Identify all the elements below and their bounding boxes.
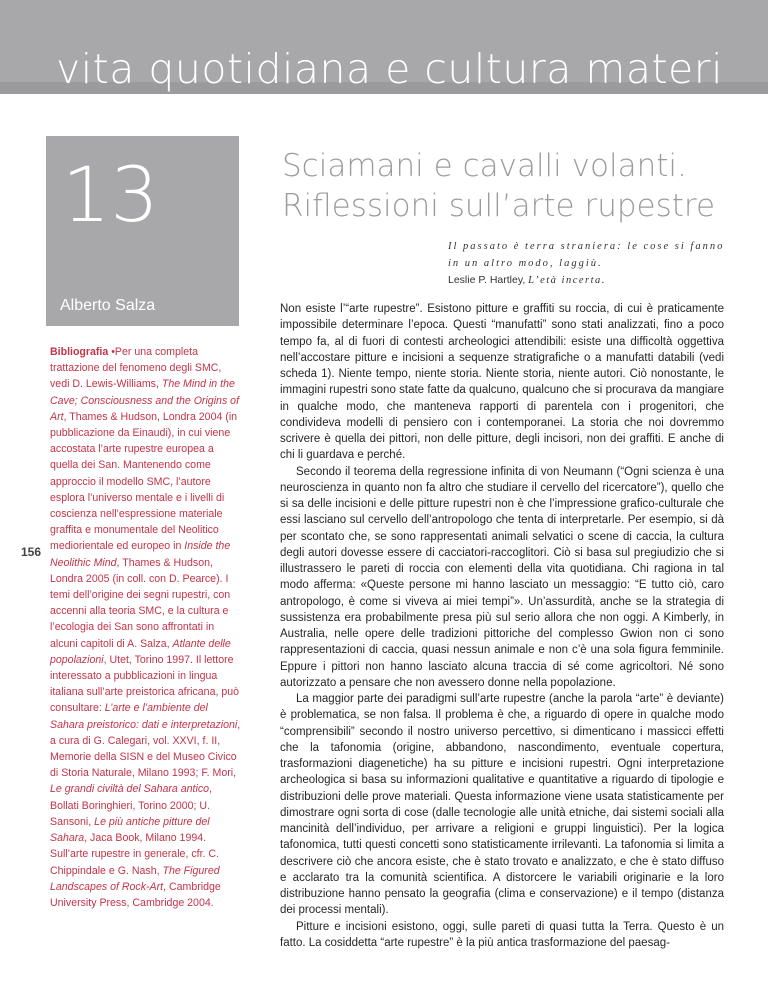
bibliography-title: The Figured Landscapes of Rock-Art [50,864,220,893]
main-body-text [280,301,724,951]
epigraph [448,238,738,289]
chapter-box [46,136,239,326]
chapter-title-line-1: Sciamani e cavalli volanti. [282,148,687,184]
bibliography-title: Atlante delle popolazioni [50,637,231,666]
bibliography-heading: Bibliografia [50,346,109,358]
bibliography-sidebar [50,344,242,911]
bibliography-text: , Thames & Hudson, Londra 2004 (in pubblicazione da Einaudi), in cui viene accostata l’arte rupestre europea a quella dei San. Mantenendo come approccio il modello SMC, l’autore esplora l’universo mentale e i livelli di coscienza nell’espressione materiale graffita e monumentale del Neolitico mediorientale ed europeo in [50,410,238,553]
body-paragraph-4: Pitture e incisioni esistono, oggi, sulle pareti di quasi tutta la Terra. Questo è un fatto. La cosiddetta “arte rupestre” è la più antica trasformazione del paesag- [280,920,724,949]
page-number: 156 [21,545,42,559]
epigraph-author: Leslie P. Hartley, [448,274,526,286]
bibliography-text: , Bollati Boringhieri, Torino 2000; U. Sansoni, [50,783,212,828]
bibliography-text: , Thames & Hudson, Londra 2005 (in coll. con D. Pearce). I temi dell’origine dei segni rupestri, con accenni alla teoria SMC, e la cultura e l’ecologia dei San sono affrontati in alcuni capitoli di A. Salza, [50,556,231,650]
banner-title: vita quotidiana e cultura materi [56,45,723,93]
bibliography-title: The Mind in the Cave; Consciousness and the Origins of Art [50,378,240,423]
chapter-number: 13 [62,150,159,239]
body-paragraph-3: La maggior parte dei paradigmi sull’arte rupestre (anche la parola “arte” è deviante) è problematica, se non falsa. Il problema è che, a riguardo di opere in qualche modo “comprensibili” secondo il nostro universo percettivo, si dimenticano i massicci effetti che la tafonomia (origine, abbandono, nascondimento, eventuale copertura, trasformazioni diagenetiche) ha su pitture e incisioni rupestri. Ogni interpretazione archeologica si basa su informazioni qualitative e quantitative a riguardo di tipologie e distribuzioni delle prove materiali. Questa informazione viene usata statisticamente per dimostrare ogni sorta di cose (dalle tecnologie alle unità etniche, dai sistemi sociali alla mancinità dell’individuo, per arrivare a religioni e gruppi linguistici). Per la logica tafonomica, tutti questi concetti sono statisticamente irrilevanti. La tafonomia si limita a descrivere ciò che ancora esiste, che è stato trovato e analizzato, e che è stato diffuso e acclarato tra la comunità scientifica. A distorcere le variabili originarie e la loro distribuzione hanno pensato la geografia (clima e conservazione) e il tempo (distanza dei processi mentali). [280,693,724,917]
bibliography-text: •Per una completa trattazione del fenomeno degli SMC, vedi D. Lewis-Williams, [50,346,222,391]
bibliography-title: Inside the Neolithic Mind [50,540,231,569]
bibliography-text: , Jaca Book, Milano 1994. Sull’arte rupestre in generale, cfr. C. Chippindale e G. Nash, [50,832,219,877]
chapter-title-line-2: Riflessioni sull’arte rupestre [282,188,716,224]
epigraph-quote: Il passato è terra straniera: le cose si fanno in un altro modo, laggiù. [448,241,725,269]
bibliography-text: , Utet, Torino 1997. Il lettore interessato a pubblicazioni in lingua italiana sull’arte preistorica africana, può consultare: [50,653,240,715]
epigraph-work: L’età incerta. [528,275,606,286]
bibliography-title: Le più antiche pitture del Sahara [50,815,210,845]
bibliography-title: L’arte e l’ambiente del Sahara preistorico: dati e interpretazioni [50,702,238,731]
body-paragraph-1: Non esiste l’“arte rupestre”. Esistono pitture e graffiti su roccia, di cui è praticamente impossibile determinare l’epoca. Questi “manufatti” sono stati analizzati, fino a poco tempo fa, al di fuori di contesti archeologici attendibili: esiste una difficoltà oggettiva nell’accostare pitture e incisioni a sequenze stratigrafiche o a manufatti databili (vedi scheda 1). Niente tempo, niente storia. Niente storia, niente autori. Ciò nonostante, le immagini rupestri sono state fatte da qualcuno, qualcuno che si procurava da mangiare in qualche modo, che manteneva rapporti di parentela con i progenitori, che condivideva modelli di pensiero con i contemporanei. La storia che noi dovremmo scrivere è quella dei pittori, non delle pitture, degli incisori, non dei graffiti. E anche di chi li guardava e perché. [280,303,724,462]
bibliography-text: , a cura di G. Calegari, vol. XXVI, f. II, Memorie della SISN e del Museo Civico di Storia Naturale, Milano 1993; F. Mori, [50,718,241,780]
body-paragraph-2: Secondo il teorema della regressione infinita di von Neumann (“Ogni scienza è una neuroscienza in quanto non fa altro che studiare il cervello del ricercatore”), quello che si sa delle incisioni e delle pitture rupestri non è che l’impressione grafico-culturale che essi lasciano sul cervello dell’antropologo che tenta di interpretarle. Per esempio, si dà per scontato che, se sono rappresentati animali selvatici o scene di caccia, la cultura degli autori dovesse essere di cacciatori-raccoglitori. Ciò si basa sul pregiudizio che si illustrassero le pareti di roccia con elementi della vita quotidiana. Chi ragiona in tal modo afferma: «Queste persone mi hanno lasciato un messaggio: “E tutto ciò, caro antropologo, è come si viveva ai miei tempi”». Un’assurdità, anche se la strategia di sussistenza era probabilmente presa più sul serio allora che non oggi. A Kimberly, in Australia, nelle opere delle tradizioni pittoriche del complesso Gwion non ci sono rappresentazioni di caccia, quasi nessun animale e non c’è una sola figura femminile. Eppure i pittori non hanno lasciato alcuna traccia di sé come agricoltori. Né sono autorizzato a pensare che non avessero donne nella popolazione. [280,465,724,689]
bibliography-text: , Cambridge University Press, Cambridge 2004. [50,880,221,909]
author-name: Alberto Salza [60,297,156,314]
chapter-banner [0,0,768,94]
chapter-title [282,146,752,226]
bibliography-title: Le grandi civiltà del Sahara antico [50,783,210,796]
